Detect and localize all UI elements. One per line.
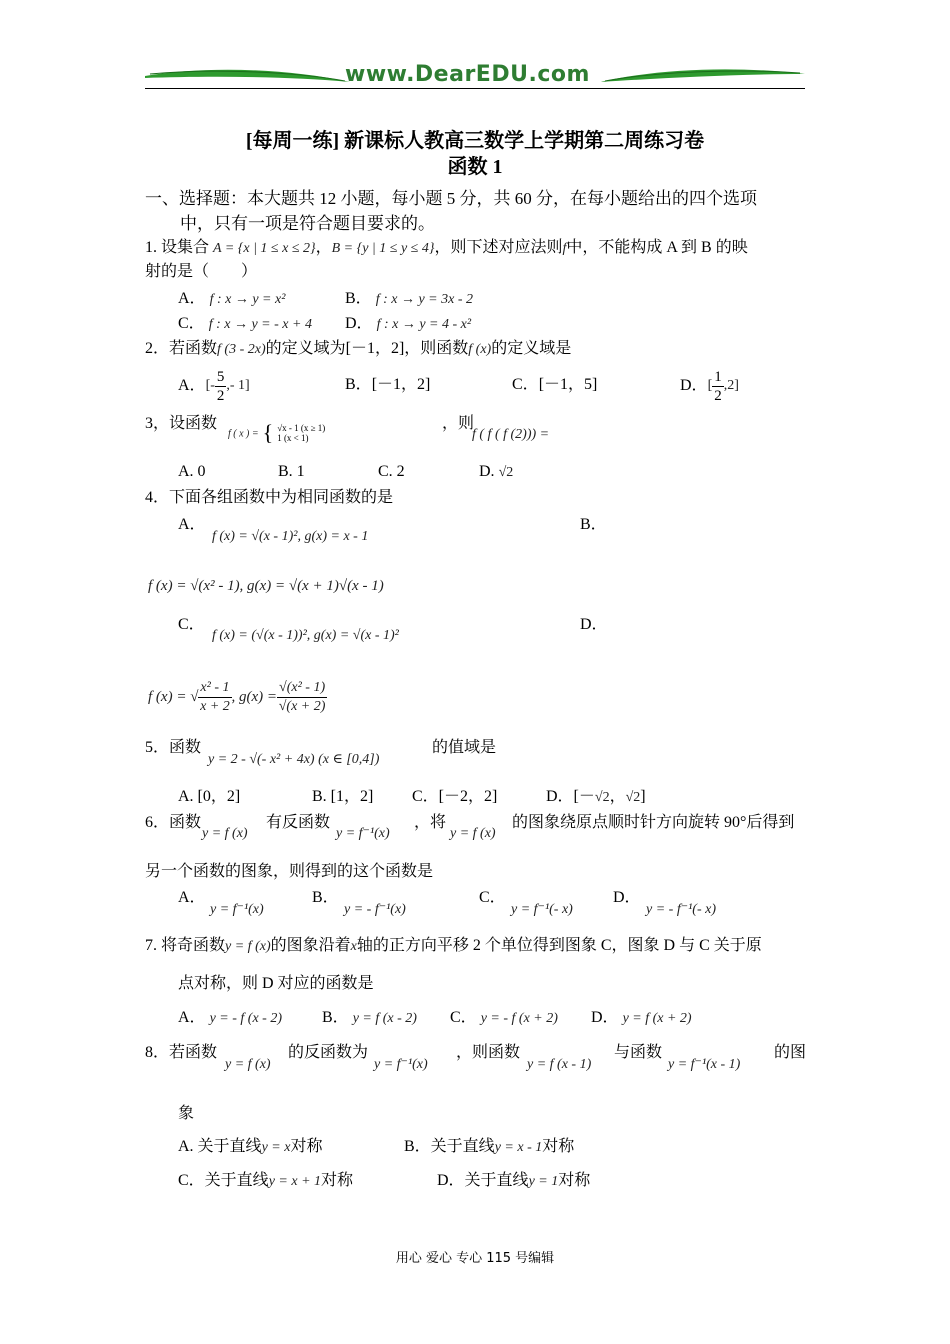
q8-stem-b: 的反函数为 [288,1044,369,1061]
q2-option-b[interactable]: B．[－1，2] [345,376,431,393]
q4-option-b-expr: f (x) = √(x² - 1), g(x) = √(x + 1)√(x - 1) [148,578,384,594]
q5-option-b[interactable]: B. [1，2] [312,788,374,805]
q6-expr-b: y = f⁻¹(x) [336,826,390,841]
q3-option-d[interactable]: D. √2 [479,463,514,480]
q5-stem-b: 的值域是 [432,739,497,756]
q4-option-a-expr: f (x) = √(x - 1)², g(x) = x - 1 [212,529,369,544]
q5-option-c[interactable]: C．[－2，2] [412,788,498,805]
q6-expr-c: y = f (x) [450,826,496,841]
q4-option-b-label[interactable]: B． [580,516,607,533]
q6-option-b[interactable]: B． [312,889,339,906]
header-leaf-right-icon [600,66,805,88]
q1-option-a[interactable]: A． f : x → y = x² [178,290,286,307]
header-leaf-left-icon [145,66,355,88]
q8-stem-e: 的图 [774,1044,807,1061]
q8-option-a[interactable]: A. 关于直线y = x对称 [178,1138,323,1155]
q4-option-d-expr: f (x) = √ $\frac{\text{x² - 1}}{x + 2}$ , g(x) = $\frac{\text{√(x² - 1)}}{√(x + 2)}$ [148,679,326,714]
q2-option-d[interactable]: D． [ $\frac{1}{2}$ ,2] [680,368,739,404]
q8-stem-f: 象 [178,1105,195,1122]
q3-option-b[interactable]: B. 1 [278,463,305,480]
q7-option-a[interactable]: A． y = - f (x - 2) [178,1009,282,1026]
q3-option-a[interactable]: A. 0 [178,463,206,480]
q6-stem-c: ，将 [414,814,447,831]
q6-expr-a: y = f (x) [202,826,248,841]
q6-option-c[interactable]: C． [479,889,506,906]
question-8-stem-a: 8．若函数 [145,1044,218,1061]
question-2-stem: 2．若函数f (3 - 2x)的定义域为[－1，2]，则函数f (x)的定义域是 [145,340,572,357]
header-rule [145,88,805,89]
q5-option-a[interactable]: A. [0，2] [178,788,241,805]
q8-option-d[interactable]: D．关于直线y = 1对称 [437,1172,591,1189]
section-heading: 一、选择题：本大题共 12 小题，每小题 5 分，共 60 分，在每小题给出的四个选项 [145,189,757,208]
question-1-stem: 1. 设集合 A = {x | 1 ≤ x ≤ 2}，B = {y | 1 ≤ y ≤ 4}，则下述对应法则f中，不能构成 A 到 B 的映 [145,239,748,256]
q4-option-c-label[interactable]: C． [178,616,205,633]
q1-option-c[interactable]: C． f : x → y = - x + 4 [178,315,312,332]
q6-stem-d: 的图象绕原点顺时针方向旋转 90°后得到 [512,814,795,831]
q8-option-c[interactable]: C．关于直线y = x + 1对称 [178,1172,354,1189]
question-3-stem: 3，设函数 [145,415,218,432]
page-title: [每周一练] 新课标人教高三数学上学期第二周练习卷 [245,130,705,152]
q8-expr-a: y = f (x) [225,1057,271,1072]
q7-stem-cont: 点对称，则 D 对应的函数是 [178,975,374,992]
question-4-stem: 4．下面各组函数中为相同函数的是 [145,489,394,506]
q4-option-a-label[interactable]: A． [178,516,206,533]
section-heading-cont: 中，只有一项是符合题目要求的。 [180,214,435,233]
q3-piecewise: f ( x ) = { √x - 1 (x ≥ 1) 1 (x < 1) [228,420,326,445]
q8-stem-c: ，则函数 [456,1044,521,1061]
q6-option-a[interactable]: A． [178,889,206,906]
question-5-stem: 5．函数 [145,739,202,756]
q5-expr: y = 2 - √(- x² + 4x) (x ∈ [0,4]) [208,752,380,767]
q6-stem-e: 另一个函数的图象，则得到的这个函数是 [145,863,434,880]
q4-option-c-expr: f (x) = (√(x - 1))², g(x) = √(x - 1)² [212,628,399,643]
brand-logo: www.DearEDU.com [345,62,590,87]
q7-option-b[interactable]: B． y = f (x - 2) [322,1009,417,1026]
q6-option-b-expr: y = - f⁻¹(x) [344,902,406,917]
q1-option-d[interactable]: D． f : x → y = 4 - x² [345,315,472,332]
q2-option-c[interactable]: C．[－1，5] [512,376,598,393]
question-7-stem: 7. 将奇函数y = f (x)的图象沿着x轴的正方向平移 2 个单位得到图象 C，图象 D 与 C 关于原 [145,937,762,954]
question-1-stem-cont: 射的是（ ） [145,263,258,280]
page-footer: 用心 爱心 专心 115 号编辑 [395,1251,555,1266]
q4-option-d-label[interactable]: D． [580,616,608,633]
q3-stem-b: ，则 [442,415,475,432]
q8-expr-c: y = f (x - 1) [527,1057,592,1072]
q6-option-d-expr: y = - f⁻¹(- x) [646,902,716,917]
q7-option-c[interactable]: C． y = - f (x + 2) [450,1009,558,1026]
q6-option-c-expr: y = f⁻¹(- x) [511,902,573,917]
question-6-stem-a: 6．函数 [145,814,202,831]
q7-option-d[interactable]: D． y = f (x + 2) [591,1009,692,1026]
q8-expr-b: y = f⁻¹(x) [374,1057,428,1072]
q6-option-d[interactable]: D． [613,889,641,906]
q6-stem-b: 有反函数 [266,814,331,831]
q8-stem-d: 与函数 [614,1044,663,1061]
q1-option-b[interactable]: B． f : x → y = 3x - 2 [345,290,473,307]
q8-option-b[interactable]: B．关于直线y = x - 1对称 [404,1138,575,1155]
q8-expr-d: y = f⁻¹(x - 1) [668,1057,741,1072]
q3-option-c[interactable]: C. 2 [378,463,405,480]
q5-option-d[interactable]: D．[－√2，√2] [546,788,646,805]
q3-expr: f ( f ( f (2))) = [472,427,550,442]
q6-option-a-expr: y = f⁻¹(x) [210,902,264,917]
q2-option-a[interactable]: A． [- $\frac{5}{2}$ ,- 1] [178,368,250,404]
page-subtitle: 函数 1 [447,156,503,178]
